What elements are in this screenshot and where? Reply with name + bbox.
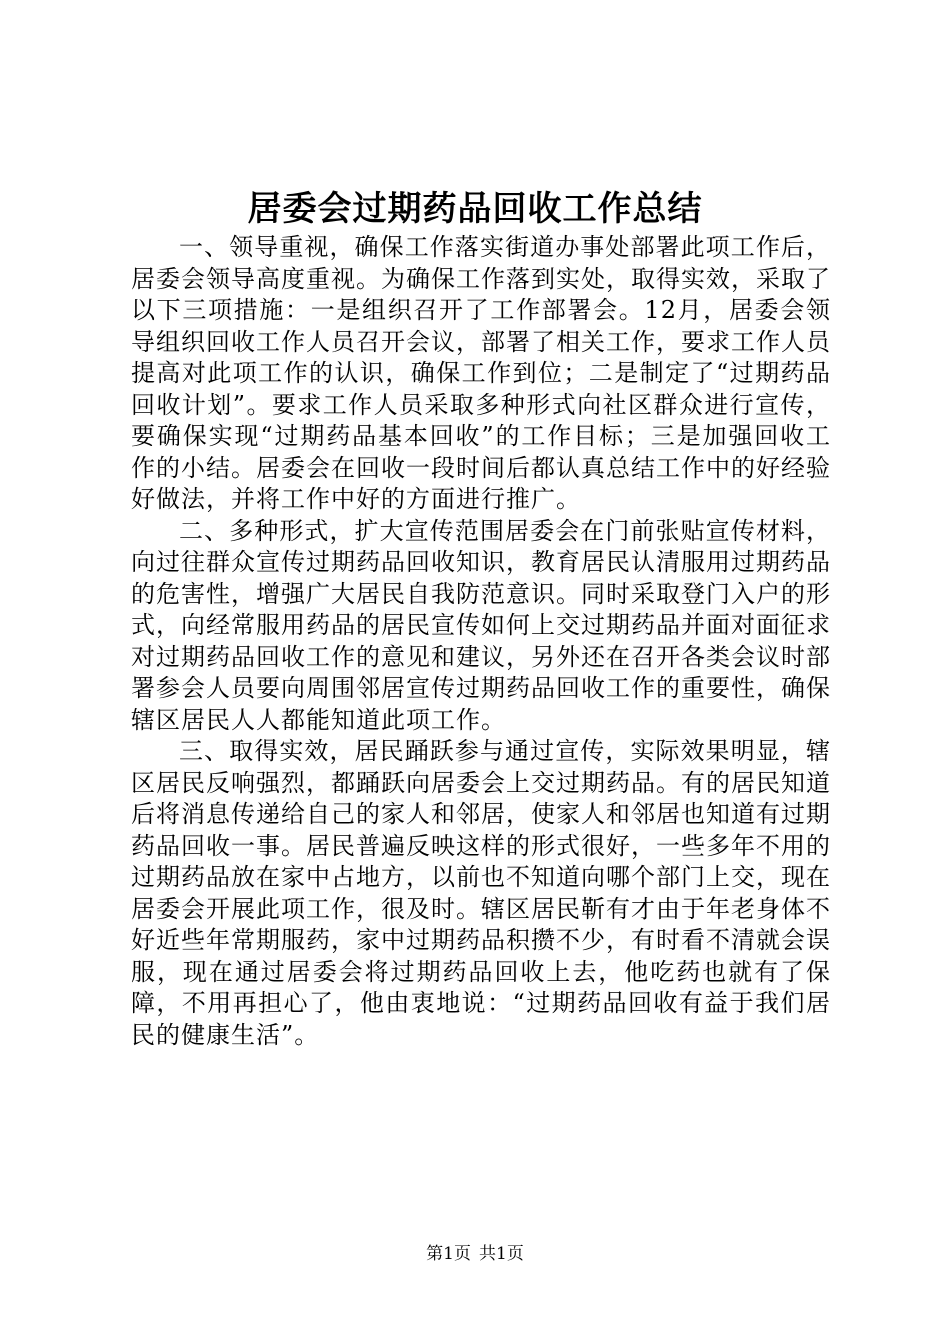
page-number: 第1页 [426, 1244, 471, 1264]
document-title: 居委会过期药品回收工作总结 [247, 189, 703, 229]
paragraph-1: 一、领导重视，确保工作落实街道办事处部署此项工作后，居委会领导高度重视。为确保工作落到实处，取得实效，采取了以下三项措施：一是组织召开了工作部署会。12月，居委会领导组织回收工作人员召开会议，部署了相关工作，要求工作人员提高对此项工作的认识，确保工作到位；二是制定了“过期药品回收计划”。要求工作人员采取多种形式向社区群众进行宣传，要确保实现“过期药品基本回收”的工作目标；三是加强回收工作的小结。居委会在回收一段时间后都认真总结工作中的好经验好做法，并将工作中好的方面进行推广。 [131, 233, 831, 513]
paragraph-3: 三、取得实效，居民踊跃参与通过宣传，实际效果明显，辖区居民反响强烈，都踊跃向居委会上交过期药品。有的居民知道后将消息传递给自己的家人和邻居，使家人和邻居也知道有过期药品回收一事。居民普遍反映这样的形式很好，一些多年不用的过期药品放在家中占地方，以前也不知道向哪个部门上交，现在居委会开展此项工作，很及时。辖区居民靳有才由于年老身体不好近些年常期服药，家中过期药品积攒不少，有时看不清就会误服，现在通过居委会将过期药品回收上去，他吃药也就有了保障，不用再担心了，他由衷地说：“过期药品回收有益于我们居民的健康生活”。 [131, 737, 831, 1049]
page-footer [0, 1242, 950, 1266]
document-body [131, 232, 831, 1051]
paragraph-2: 二、多种形式，扩大宣传范围居委会在门前张贴宣传材料，向过往群众宣传过期药品回收知识，教育居民认清服用过期药品的危害性，增强广大居民自我防范意识。同时采取登门入户的形式，向经常服用药品的居民宣传如何上交过期药品并面对面征求对过期药品回收工作的意见和建议，另外还在召开各类会议时部署参会人员要向周围邻居宣传过期药品回收工作的重要性，确保辖区居民人人都能知道此项工作。 [131, 516, 831, 734]
page-total: 共1页 [479, 1244, 524, 1264]
